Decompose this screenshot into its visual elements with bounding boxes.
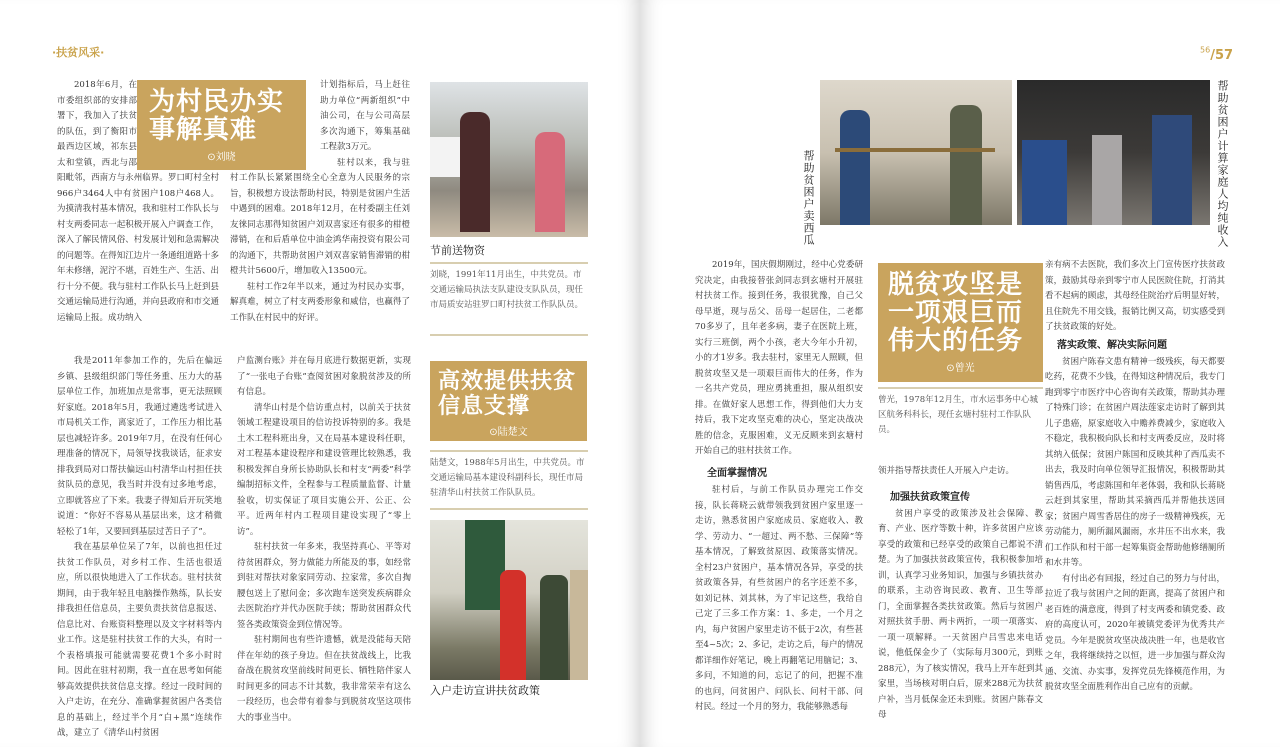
article3-section2 <box>878 464 1043 724</box>
article3-paragraph: 2019年，国庆假期刚过，经中心党委研究决定，由我接替张剑同志到玄塘村开展驻村扶贫工作。接到任务，我很犹豫，自己父母早逝，现与岳父、岳母一起居住，二老都70多岁了，且年老多病，妻子在医院上班，实行三班倒，两个小孩，老大今年小升初，小的才1岁多。我去驻村，家里无人照顾，但脱贫攻坚又是一项艰巨而伟大的任务，作为一名共产党员，理应勇挑重担，服从组织安排。在做好家人思想工作，得到他们大力支持后，我下定攻坚克难的决心，坚定决战决胜的信念，克服困难，义无反顾来到玄塘村开始自己的驻村扶贫工作。 <box>695 260 863 456</box>
section-header: ·扶贫风采· <box>52 46 105 59</box>
article3-section1 <box>695 464 863 716</box>
page-number-right: 57 <box>1214 48 1234 63</box>
photo-caption: 节前送物资 <box>430 244 485 257</box>
article1-paragraph: 驻村以来，我与驻村工作队长紧紧围绕全心全意为人民服务的宗旨，积极想方设法帮助村民，特别是贫困户生活中遇到的困难。2018年12月，在村委副主任刘友徕同志那得知贫困户刘双喜家还有很多的柑橙滞销，在和后盾单位中油金鸿华南投资有限公司的沟通下，共帮助贫困户刘双喜家销售滞销的柑橙共计5600斤，增加收入13500元。 <box>230 157 410 276</box>
photo-delivering-supplies <box>430 82 588 237</box>
article2-title-box <box>430 361 587 441</box>
article2-text-col1 <box>57 354 222 742</box>
page-number-left: 56 <box>1200 45 1211 55</box>
article2-paragraph: 驻村期间也有些许遗憾，就是没能每天陪伴在年幼的孩子身边。但在扶贫战线上，比我奋战在脱贫攻坚前线时间更长、牺牲陪伴家人时间更多的同志不计其数，我非常荣幸有这么一段经历，也会带有着参与到脱贫攻坚这项伟大的事业当中。 <box>237 635 411 723</box>
section-heading: 加强扶贫政策宣传 <box>890 491 970 503</box>
article2-paragraph: 我是2011年参加工作的，先后在偏远乡镇、县级组织部门等任务重、压力大的基层单位工作，加班加点是常事，更无法照顾好家庭。2018年5月，我通过遴选考试进入市局机关工作，离家近了，工作压力相比基层也减轻许多。2019年7月，在没有任何心理准备的情况下，局领导找我谈话，征求安排我到局对口帮扶偏远山村清华山村担任扶贫队员的意见，我当时并没有过多地考虑，立即就答应了下来。我妻子得知后开玩笑地说道：“你好不容易从基层出来，这才稍微轻松了1年，又要回到基层过苦日子了”。 <box>57 356 222 537</box>
photo-caption: 入户走访宣讲扶贫政策 <box>430 684 540 697</box>
right-page <box>640 0 1280 747</box>
article1-text-col2 <box>230 78 410 326</box>
article3-paragraph: 亲有病不去医院，我们多次上门宣传医疗扶贫政策，鼓励其母亲到零宁市人民医院住院，打消其看不起病的顾虑，其母经住院治疗后明显好转，且住院先不用交钱，报销比例又高，切实感受到了扶贫政策的好处。 <box>1045 260 1225 332</box>
article2-paragraph: 户监测台账》并在每月底进行数据更新，实现了“一张电子台账”查阅贫困对象脱贫涉及的所有信息。 <box>237 356 411 397</box>
article3-paragraph: 驻村后，与前工作队员办理完工作交接，队长蒋晓云就带领我到贫困户家里逐一走访，熟悉贫困户家庭成员、家庭收入、教学、劳动力、“一超过、两不愁、三保障”等基本情况，了解致贫原因、政策落实情况。全村23户贫困户，基本情况各异，享受的扶贫政策各异，有些贫困户的名字还差不多，如刘记林、刘其林，为了牢记这些，我给自己定了三多工作方案：1、多走，一个月之内，每户贫困户家里走访不低于2次，有些甚至4~5次；2、多记，走访之后，每户的情况都详细作好笔记，晚上再翻笔记用脑记；3、多问，不知道的问，忘记了的问，把握不准的也问，问贫困户、问队长、问村干部、问村民。经过一个月的努力，我能够熟悉每 <box>695 485 863 712</box>
section-heading: 落实政策、解决实际问题 <box>1057 339 1167 351</box>
article3-paragraph: 有付出必有回报，经过自己的努力与付出，拉近了我与贫困户之间的距离，提高了贫困户和老百姓的满意度，得到了村支两委和镇党委、政府的高度认可，2020年被镇党委评为优秀共产党员。今年是脱贫攻坚决战决胜一年，也是收官之年，我将继续持之以恒，进一步加强与群众沟通、交流、办实事，发挥党员先锋模范作用，为脱贫攻坚全面胜利作出自己应有的贡献。 <box>1045 573 1225 692</box>
article2-paragraph: 清华山村是个信访重点村，以前关于扶贫领域工程建设项目的信访投诉特别的多。我是土木工程科班出身，又在局基本建设科任职，对工程基本建设程序和建设管理比较熟悉，我积极发挥自身所长协助队长和村支“两委”科学编制招标文件，全程参与工程质量监督、计量验收，切实保证了项目实施公开、公正、公平。近两年村内工程项目建设实现了“零上访”。 <box>237 402 411 537</box>
article3-author: ⊙曾光 <box>946 363 975 374</box>
article3-paragraph: 领并指导帮扶责任人开展入户走访。 <box>878 466 1015 476</box>
article3-paragraph: 贫困户享受的政策涉及社会保障、教育、产业、医疗等数十种，许多贫困户应该享受的政策和已经享受的政策自己都说不清楚。为了加强扶贫政策宣传，我积极参加培训，认真学习业务知识，加强与乡镇扶贫办的联系，主动咨询民政、教育、卫生等部门，全面掌握各类扶贫政策。然后与贫困户对照扶贫手册、两卡两折，一项一项落实、一项一项解释。一天贫困户吕雪忠来电话说，他低保金少了（实际每月300元，到账288元），为了核实情况，我马上开车赶到其家里，当场核对明白后，原来288元为扶贫户补，当月低保金还未到账。贫困户陈春文母 <box>878 508 1043 720</box>
article2-paragraph: 驻村扶贫一年多来，我坚持真心、平等对待贫困群众，努力做能力所能及的事，如经常到驻对帮扶对象家同劳动、拉家常，多次自掏腰包送上了慰问金；多次跑车送突发疾病群众去医院治疗并代办医院手续；帮助贫困群众代签各类政策资金到位情况等。 <box>237 542 411 630</box>
author-bio: 曾光，1978年12月生，市水运事务中心城区航务科科长，现任玄塘村驻村工作队队员。 <box>878 395 1038 435</box>
article3-title: 脱贫攻坚是一项艰巨而伟大的任务 <box>888 270 1024 356</box>
article1-text-col1 <box>57 78 219 326</box>
author-bio: 刘晓，1991年11月出生，中共党员。市交通运输局执法支队建设支队队员，现任市局质安站驻罗口町村扶贫工作队队员。 <box>430 270 584 310</box>
article2-paragraph: 我在基层单位呆了7年，以前也担任过扶贫工作队员，对乡村工作、生活也很适应，所以很快地进入了工作状态。驻村扶贫期间，由于我年轻且电脑操作熟练，队长安排我担任信息员，主要负责扶贫信息报送、信息比对、台账资料整理以及文字材料等内业工作。这是驻村扶贫工作的大头，有时一个表格填报可能就需要花费1个多小时时间。因此在驻村初期，我一直在思考如何能够高效提供扶贫信息支撑。经过一段时间的入户走访，在充分、准确掌握贫困户各类信息的基础上，经过半个月“白+黑”连续作战，建立了《清华山村贫困 <box>57 542 222 738</box>
article3-title-box <box>878 263 1043 382</box>
photo-caption-vertical: 帮助贫困户计算家庭人均纯收入 <box>1216 80 1229 248</box>
article3-section3 <box>1045 258 1225 696</box>
article1-title: 为村民办实事解真难 <box>149 87 285 145</box>
article2-text-col2 <box>237 354 411 726</box>
author-bio: 陆楚文，1988年5月出生，中共党员。市交通运输局基本建设科副科长，现任市局驻清华山村扶贫工作队队员。 <box>430 458 585 498</box>
photo-selling-watermelon <box>820 80 1012 225</box>
photo-household-visit <box>430 520 588 680</box>
article3-intro <box>695 258 863 460</box>
photo-caption-vertical: 帮助贫困户卖西瓜 <box>802 150 815 246</box>
article1-paragraph: 2018年6月，在市委组织部的安排部署下，我加入了扶贫的队伍，到了衡阳市最西边区域，祁东县太和堂镇，西北与邵阳毗邻，西南方与永州临界。罗口町村全村966户3464人中有贫困户108户468人。为摸清我村基本情况，我和驻村工作队长与村支两委同志一起积极开展入户调查工作，深入了解民情风俗、村发展计划和急需解决的问题等。在得知江边片一条通组道路十多年未修缮，泥泞不堪，百姓生产、生活、出行十分不便。我与驻村工作队长马上赶到县交通运输局进行沟通，并向县政府和市交通运输局上报。成功纳入 <box>57 80 219 323</box>
photo-calculating-income <box>1017 80 1210 225</box>
article2-title: 高效提供扶贫信息支撑 <box>438 369 577 419</box>
page-number: $^{56}$/57 <box>1200 45 1234 63</box>
article3-paragraph: 贫困户陈春文患有精神一级残疾，每天都要吃药，花费不少钱，在得知这种情况后，我专门跑到零宁市医疗中心咨询有关政策，帮助其办理了特殊门诊；在贫困户周法莲家走访时了解到其儿子患癌，原家庭收入中赡养费减少，家庭收入不稳定，我积极向队长和村支两委反应，及时将其纳入低保；贫困户陈国和反映其种了西瓜卖不出去，我及时向单位领导汇报情况，积极帮助其销售西瓜，考虑陈国和年老体弱，我和队长蒋晓云赶到其家里，帮助其采摘西瓜并帮他扶送回家；贫困户周雪香居住的房子一级精神残疾，无劳动能力，厕所漏风漏雨，水井压不出水来，我们工作队和村干部一起筹集资金帮助他修缮厕所和水井等。 <box>1045 356 1225 568</box>
article1-paragraph: 驻村工作2年半以来，通过为村民办实事，解真难，树立了村支两委形象和威信，也赢得了工作队在村民中的好评。 <box>230 281 410 323</box>
article1-paragraph: 计划指标后，马上赶往助力单位“两新组织”中油公司，在与公司高层多次沟通下，筹集基础工程款3万元。 <box>320 80 410 152</box>
article2-author: ⊙陆楚文 <box>489 427 528 438</box>
article1-author: ⊙刘晓 <box>207 152 236 163</box>
section-heading: 全面掌握情况 <box>707 468 767 479</box>
